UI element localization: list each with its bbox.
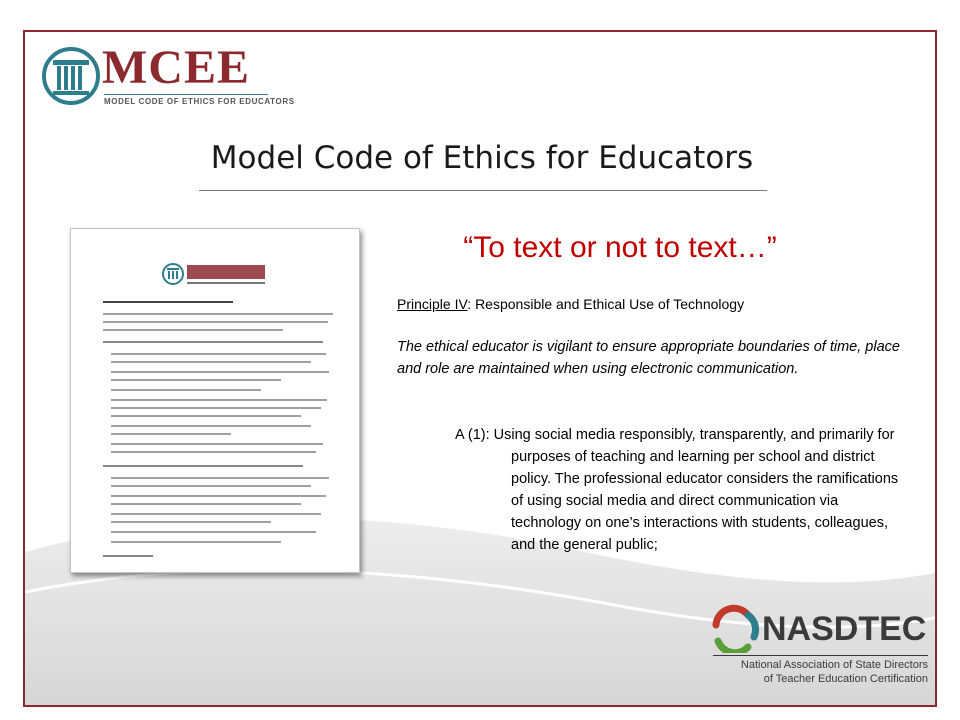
mcee-logo-rule xyxy=(104,94,268,95)
document-text-line xyxy=(103,555,153,557)
document-text-line xyxy=(111,353,326,355)
nasdtec-logo-title: NASDTEC xyxy=(762,610,927,648)
document-text-line xyxy=(103,313,333,315)
mcee-logo-subtitle: MODEL CODE OF ETHICS FOR EDUCATORS xyxy=(104,97,295,106)
document-text-line xyxy=(111,513,321,515)
document-text-line xyxy=(111,389,261,391)
document-text-line xyxy=(111,477,329,479)
clause-a1: A (1): Using social media responsibly, transparently, and primarily for purposes of teaching and learning per school and district policy. The professional educator considers the ramifications of using social media and direct communication via technology on one’s interactions with students, colleagues, and the general public; xyxy=(455,427,899,553)
document-text-line xyxy=(103,321,328,323)
document-text-line xyxy=(111,425,311,427)
slide-frame xyxy=(23,30,937,707)
principle-link[interactable]: Principle IV xyxy=(397,296,468,312)
nasdtec-subtitle-line-1: National Association of State Directors xyxy=(740,659,928,671)
nasdtec-subtitle-line-2: of Teacher Education Certification xyxy=(763,673,928,685)
document-text-line xyxy=(111,443,323,445)
document-text-line xyxy=(103,465,303,467)
document-text-line xyxy=(103,301,233,303)
document-text-line xyxy=(111,531,316,533)
nasdtec-logo-rule xyxy=(713,655,928,656)
document-text-line xyxy=(111,485,311,487)
document-text-line xyxy=(111,451,316,453)
page-title: Model Code of Ethics for Educators xyxy=(210,140,754,176)
document-text-line xyxy=(111,433,231,435)
document-text-line xyxy=(111,361,311,363)
document-text-line xyxy=(111,503,301,505)
ethical-statement: The ethical educator is vigilant to ensure appropriate boundaries of time, place and role are maintained when using electronic communication. xyxy=(397,339,900,377)
code-document-thumbnail xyxy=(70,228,360,573)
document-text-line xyxy=(111,541,281,543)
document-text-line xyxy=(111,415,301,417)
principle-text: : Responsible and Ethical Use of Technology xyxy=(467,296,745,312)
document-text-line xyxy=(111,379,281,381)
document-text-line xyxy=(111,371,329,373)
mcee-logo-title: MCEE xyxy=(102,41,250,94)
document-text-line xyxy=(111,407,321,409)
document-text-line xyxy=(111,495,326,497)
document-text-line xyxy=(103,329,283,331)
nasdtec-logo-subtitle xyxy=(713,658,928,686)
document-mcee-logo-icon xyxy=(161,259,271,289)
document-text-line xyxy=(111,399,327,401)
quote-heading: “To text or not to text…” xyxy=(463,231,777,264)
title-divider xyxy=(199,190,767,191)
principle-line xyxy=(397,294,744,314)
document-text-line xyxy=(103,341,323,343)
document-text-line xyxy=(111,521,271,523)
